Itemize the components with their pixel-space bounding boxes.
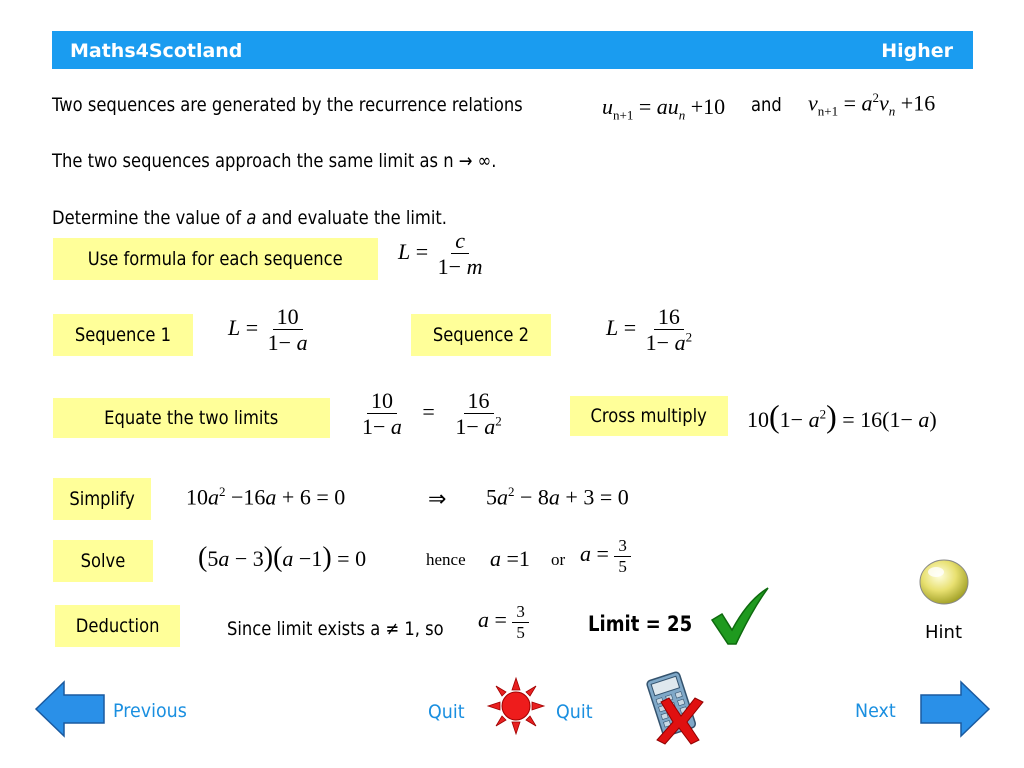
simplify-button[interactable]: Simplify <box>53 478 151 520</box>
cross-multiplied-equation: $10(1- a^2) = 16(1- a)$ <box>747 398 937 434</box>
no-calculator-icon <box>645 668 707 746</box>
simplified-equation: $10a^2 -16a + 6 = 0$ <box>186 484 346 510</box>
next-link[interactable]: Next <box>855 700 896 722</box>
factorised-equation: (5a − 3)(a −1) = 0 <box>198 542 367 573</box>
limit-result: Limit = 25 <box>588 612 693 636</box>
check-mark-icon <box>708 586 772 648</box>
recurrence-u: $u_{n+1} = au_n +10$ <box>602 94 726 123</box>
previous-arrow-icon[interactable] <box>34 680 106 738</box>
question-line-1: Two sequences are generated by the recurrence relations <box>52 94 523 116</box>
quadratic-equation: $5a^2 - 8a + 3 = 0$ <box>486 484 629 510</box>
hence-word: hence <box>426 550 466 569</box>
header-bar <box>52 31 973 69</box>
hint-label[interactable]: Hint <box>925 622 963 643</box>
sequence-1-button[interactable]: Sequence 1 <box>53 314 193 356</box>
equate-button[interactable]: Equate the two limits <box>53 398 330 438</box>
question-line-3: Determine the value of a and evaluate the limit. <box>52 207 447 229</box>
root-a-equals-3-5: a = $\frac{3}{5}$ <box>580 536 631 576</box>
hint-bulb-icon[interactable] <box>918 556 970 608</box>
limit-formula: L = $\frac{c}{1- m}$ <box>398 228 483 280</box>
root-a-equals-1: a =1 <box>490 546 530 571</box>
formula-button[interactable]: Use formula for each sequence <box>53 238 378 280</box>
equated-limits: $\frac{10}{1- a}$ = $\frac{16}{1- a^2}$ <box>362 388 502 440</box>
and-word: and <box>751 94 782 116</box>
sequence-1-limit: L = $\frac{10}{1- a}$ <box>228 304 308 356</box>
quit-link-left[interactable]: Quit <box>428 701 465 723</box>
or-word: or <box>551 550 566 569</box>
recurrence-v: $v_{n+1} = a^2v_n +16$ <box>808 90 936 119</box>
implies-arrow: ⇒ <box>428 486 447 511</box>
deduction-text: Since limit exists a ≠ 1, so <box>227 618 444 640</box>
cross-multiply-button[interactable]: Cross multiply <box>570 396 728 436</box>
deduction-button[interactable]: Deduction <box>55 605 180 647</box>
quit-link-right[interactable]: Quit <box>556 701 593 723</box>
quit-sun-icon[interactable] <box>486 676 546 736</box>
level-label: Higher <box>881 40 953 62</box>
sequence-2-limit: L = $\frac{16}{1- a^2}$ <box>606 304 693 356</box>
question-line-2: The two sequences approach the same limit as n → ∞. <box>52 150 497 172</box>
deduction-value: a = $\frac{3}{5}$ <box>478 602 529 642</box>
solve-button[interactable]: Solve <box>53 540 153 582</box>
sequence-2-button[interactable]: Sequence 2 <box>411 314 551 356</box>
next-arrow-icon[interactable] <box>919 680 991 738</box>
app-title: Maths4Scotland <box>70 40 243 62</box>
previous-link[interactable]: Previous <box>113 700 187 722</box>
